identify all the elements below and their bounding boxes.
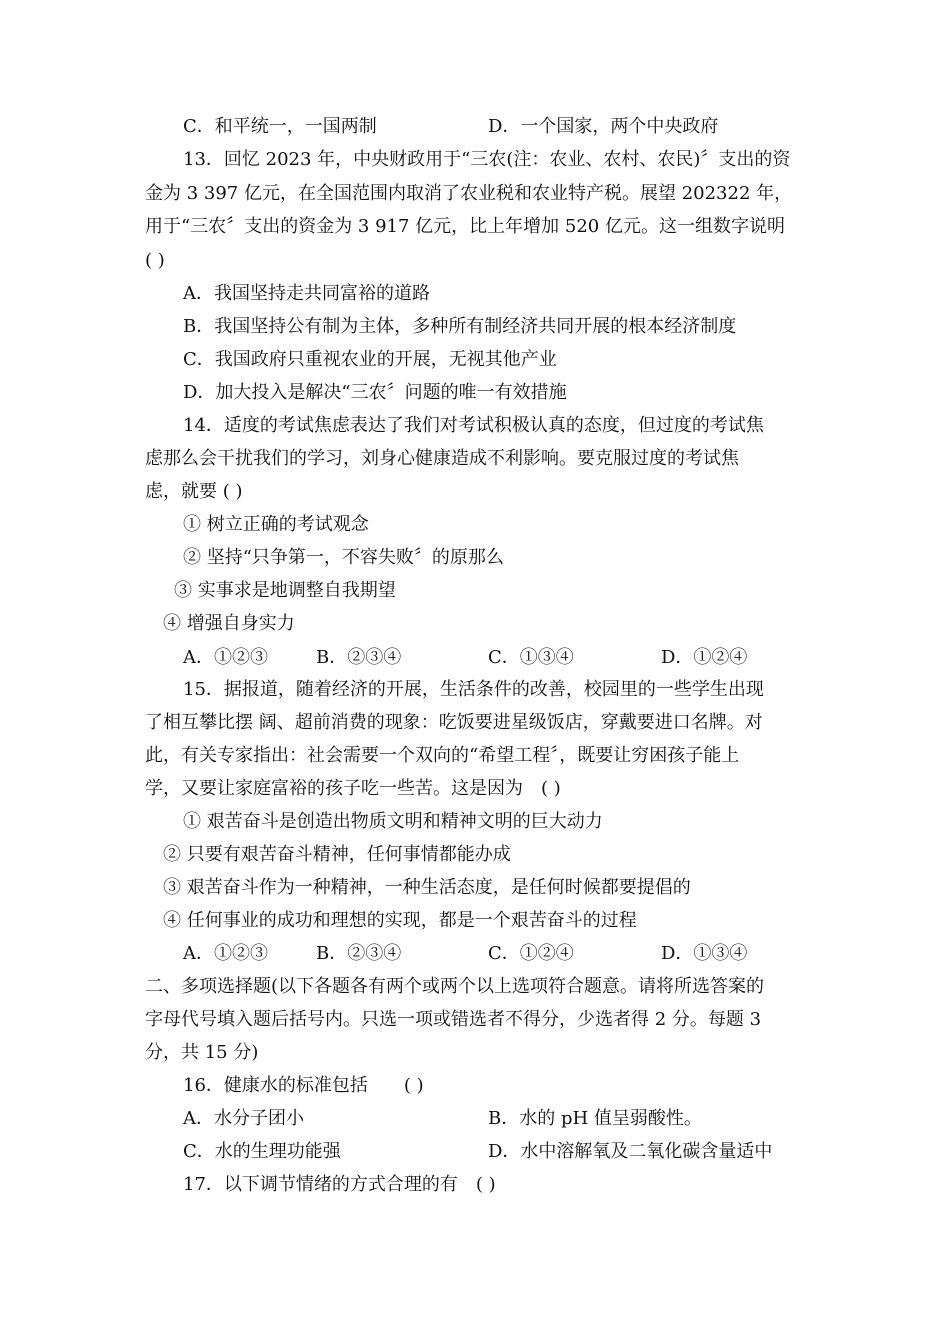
q14-choice-c: C．①③④	[488, 647, 574, 668]
q13-stem-line-2: 金为 3 397 亿元，在全国范围内取消了农业税和农业特产税。展望 202322 年，	[145, 183, 793, 204]
section2-heading-line-1: 二、多项选择题(以下各题各有两个或两个以上选项符合题意。请将所选答案的	[145, 976, 765, 997]
q16-option-d: D．水中溶解氧及二氧化碳含量适中	[488, 1141, 773, 1162]
q15-choice-c: C．①②④	[488, 943, 574, 964]
q16-option-a: A．水分子团小	[183, 1108, 304, 1129]
q15-item-3: ③ 艰苦奋斗作为一种精神，一种生活态度，是任何时候都要提倡的	[163, 877, 691, 898]
q15-choice-d: D．①③④	[661, 943, 748, 964]
q16-option-b: B．水的 pH 值呈弱酸性。	[488, 1108, 702, 1129]
section2-heading-line-3: 分，共 15 分)	[145, 1042, 259, 1063]
q17-stem: 17．以下调节情绪的方式合理的有 ( )	[183, 1174, 496, 1195]
q13-answer-bracket: ( )	[145, 250, 165, 271]
q15-stem-line-2: 了相互攀比摆 阔、超前消费的现象：吃饭要进星级饭店，穿戴要进口名牌。对	[145, 712, 763, 733]
q16-option-c: C．水的生理功能强	[183, 1141, 341, 1162]
q13-option-b: B．我国坚持公有制为主体，多种所有制经济共同开展的根本经济制度	[183, 316, 737, 337]
q13-stem-line-1: 13．回忆 2023 年，中央财政用于“三农(注：农业、农村、农民)〞支出的资	[183, 149, 791, 170]
q15-stem-line-3: 此，有关专家指出：社会需要一个双向的“希望工程〞，既要让穷困孩子能上	[145, 745, 740, 766]
q14-choice-b: B．②③④	[316, 647, 402, 668]
q13-option-c: C．我国政府只重视农业的开展，无视其他产业	[183, 349, 557, 370]
q12-option-d: D．一个国家，两个中央政府	[488, 116, 719, 137]
q15-stem-line-1: 15．据报道，随着经济的开展，生活条件的改善，校园里的一些学生出现	[183, 679, 764, 700]
q14-stem-line-2: 虑那么会干扰我们的学习，刘身心健康造成不利影响。要克服过度的考试焦	[145, 448, 739, 469]
q14-item-2: ② 坚持“只争第一，不容失败〞的原那么	[183, 547, 504, 568]
q14-item-4: ④ 增强自身实力	[163, 613, 295, 634]
q14-stem-line-1: 14．适度的考试焦虑表达了我们对考试积极认真的态度，但过度的考试焦	[183, 415, 764, 436]
q16-stem: 16．健康水的标准包括 ( )	[183, 1075, 424, 1096]
section2-heading-line-2: 字母代号填入题后括号内。只选一项或错选者不得分，少选者得 2 分。每题 3	[145, 1009, 762, 1030]
q15-choice-b: B．②③④	[316, 943, 402, 964]
q15-item-4: ④ 任何事业的成功和理想的实现，都是一个艰苦奋斗的过程	[163, 910, 637, 931]
q13-stem-line-3: 用于“三农〞支出的资金为 3 917 亿元，比上年增加 520 亿元。这一组数字说明	[145, 216, 785, 237]
q15-item-1: ① 艰苦奋斗是创造出物质文明和精神文明的巨大动力	[183, 811, 603, 832]
q14-stem-line-3: 虑，就要 ( )	[145, 481, 243, 502]
q14-choice-d: D．①②④	[661, 647, 748, 668]
q13-option-a: A．我国坚持走共同富裕的道路	[183, 283, 430, 304]
q14-choice-a: A．①②③	[183, 647, 268, 668]
q15-stem-line-4: 学，又要让家庭富裕的孩子吃一些苦。这是因为 ( )	[145, 778, 561, 799]
q14-item-1: ① 树立正确的考试观念	[183, 514, 369, 535]
q12-option-c: C．和平统一，一国两制	[183, 116, 377, 137]
q14-item-3: ③ 实事求是地调整自我期望	[174, 580, 396, 601]
q13-option-d: D．加大投入是解决“三农〞问题的唯一有效措施	[183, 382, 567, 403]
q15-choice-a: A．①②③	[183, 943, 268, 964]
q15-item-2: ② 只要有艰苦奋斗精神，任何事情都能办成	[163, 844, 511, 865]
